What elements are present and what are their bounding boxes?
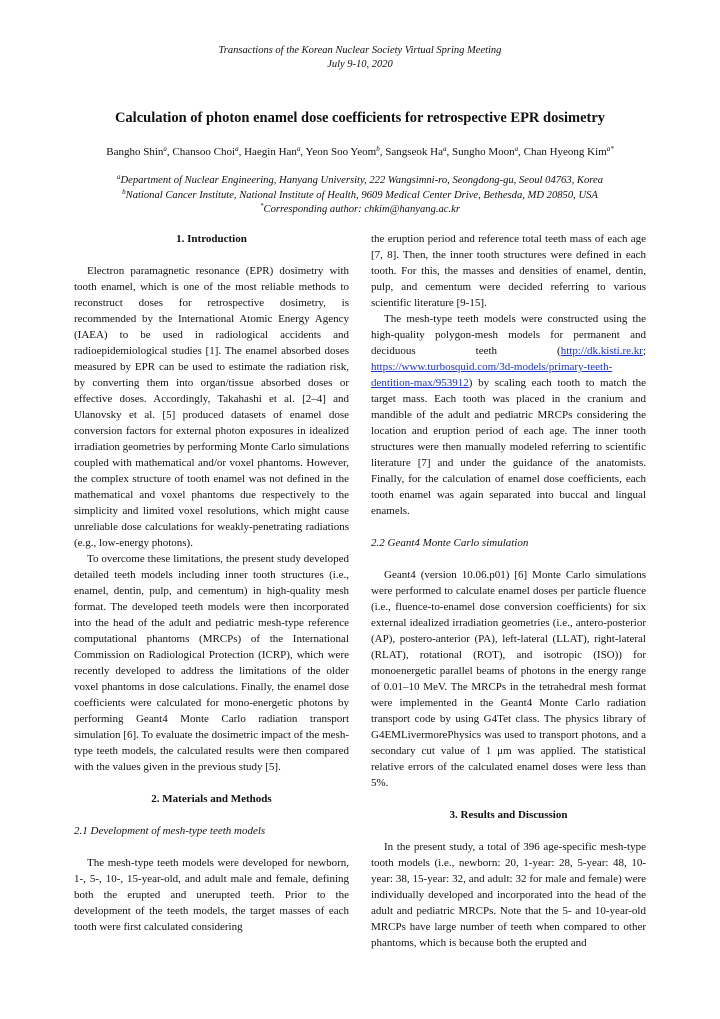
subsection-heading-2-1: 2.1 Development of mesh-type teeth models [74,825,266,837]
author: Haegin Han$^a$ [244,145,301,158]
section-heading-introduction: 1. Introduction [176,233,247,245]
author: Chan Hyeong Kim$^{a*}$ [523,145,614,158]
right-column [371,231,646,951]
header-conference: Transactions of the Korean Nuclear Society Virtual Spring Meeting [218,45,502,56]
author: Yeon Soo Yeom$^b$ [305,145,380,158]
affiliation-b: $^b$National Cancer Institute, National Institute of Health, 9609 Medical Center Drive, Bethesda, MD 20850, USA [122,187,598,201]
section-heading-methods: 2. Materials and Methods [151,793,272,805]
author: Bangho Shin$^a$ [106,145,167,158]
affiliation-a: $^a$Department of Nuclear Engineering, Hanyang University, 222 Wangsimni-ro, Seongdong-gu, Seoul 04763, Korea [116,173,604,186]
intro-paragraph-2: To overcome these limitations, the present study developed detailed teeth models including inner tooth structures (i.e., enamel, dentin, pulp, and cementum) in high-quality mesh format. The developed teeth models were then incorporated into the head of the adult and pediatric mesh-type reference computational phantoms (MRCPs) of the International Commission on Radiological Protection (ICRP), which were recently developed to address the limitations of the older voxel phantoms in dose calculations. Finally, the enamel dose coefficients were calculated for mono-energetic photons by performing Geant4 Monte Carlo radiation transport simulation [6]. To evaluate the dosimetric impact of the mesh-type teeth models, the calculated results were then compared with the values given in the previous study [5]. [74,553,349,773]
simulation-paragraph: Geant4 (version 10.06.p01) [6] Monte Carlo simulations were performed to calculate enamel doses per particle fluence (i.e., fluence-to-enamel dose conversion coefficients) for six external idealized irradiation geometries (i.e., antero-posterior (AP), postero-anterior (PA), left-lateral (LLAT), right-lateral (RLAT), rotational (ROT), and isotropic (ISO)) for monoenergetic parallel beams of photons in the energy range of 0.01–10 MeV. The MRCPs in the tetrahedral mesh format were implemented in the Geant4 Monte Carlo radiation transport code by using G4Tet class. The physics library of G4EMLivermorePhysics was used to transport photons, and a secondary cut value of 1 μm was applied. The statistical relative errors of the calculated enamel doses were less than 5%. [371,569,646,789]
methods-paragraph-1: The mesh-type teeth models were developed for newborn, 1-, 5-, 10-, 15-year-old, and adult male and female, defining both the erupted and unerupted teeth. Prior to the development of the teeth models, the target masses of each tooth were first calculated considering [74,857,349,933]
methods-paragraph-1-continued: the eruption period and reference total teeth mass of each age [7, 8]. Then, the inner tooth structures were defined in each tooth. For this, the masses and densities of enamel, dentin, pulp, and cementum were decided referring to various scientific literature [9-15]. [371,233,646,309]
header-date: July 9-10, 2020 [327,59,393,70]
author: Sangseok Ha$^a$ [385,145,447,158]
section-heading-results: 3. Results and Discussion [449,809,568,821]
methods-paragraph-2: The mesh-type teeth models were constructed using the high-quality polygon-mesh models for permanent and deciduous teeth (http://dk.kisti.re.kr; https://www.turbosquid.com/3d-models/primary-teeth-dentition-max/953912) by scaling each tooth to match the target mass. Each tooth was placed in the cranium and mandible of the adult and pediatric MRCPs considering the location and eruption period of each age. The inner tooth structures were then manually modeled referring to scientific literature [7] and under the guidance of the anatomists. Finally, for the calculation of enamel dose coefficients, each tooth enamel was again separated into buccal and lingual enamels. [371,313,646,517]
author: Chansoo Choi$^a$ [172,145,239,158]
intro-paragraph-1: Electron paramagnetic resonance (EPR) dosimetry with tooth enamel, which is one of the most reliable methods to reconstruct doses for retrospective dosimetry, is recommended by the International Atomic Energy Agency (IAEA) to be used in radiological accidents and radioepidemiological studies [1]. The enamel absorbed doses measured by EPR can be used to estimate the radiation risk, by converting them into organ/tissue absorbed doses or effective doses. Accordingly, Takahashi et al. [2–4] and Ulanovsky et al. [5] produced datasets of enamel dose conversion factors for external photon exposures in idealized irradiation geometries by performing Monte Carlo simulations coupled with mathematical and/or voxel phantoms. However, the complex structure of tooth enamel was not defined in the mathematical and voxel phantoms due respectively to the simplicity and limited voxel resolutions, which might cause unreliable dose calculations for weakly-penetrating radiations (e.g., low-energy photons). [74,265,349,549]
kisti-link[interactable]: http://dk.kisti.re.kr [560,345,643,357]
corresponding-author: *Corresponding author: chkim@hanyang.ac.kr [260,202,460,215]
subsection-heading-2-2: 2.2 Geant4 Monte Carlo simulation [371,537,529,549]
affiliations [30,174,690,218]
results-paragraph-1: In the present study, a total of 396 age-specific mesh-type tooth models (i.e., newborn: 20, 1-year: 28, 5-year: 48, 10-year: 38, 15-year: 32, and adult: 32 for male and female) were individually developed and incorporated into the head of the adult and pediatric MRCPs. Note that the 5- and 10-year-old MRCPs have large number of teeth when compared to other phantoms, which is because both the erupted and [371,841,646,949]
turbosquid-link[interactable]: https://www.turbosquid.com/3d-models/primary-teeth-dentition-max/953912 [371,361,613,389]
paper-title: Calculation of photon enamel dose coefficients for retrospective EPR dosimetry [114,110,606,126]
left-column [74,231,349,935]
running-header [0,44,720,72]
author-list: Bangho Shin$^a$, Chansoo Choi$^a$, Haegin Han$^a$, Yeon Soo Yeom$^b$, Sangseok Ha$^a$, Sungho Moon$^a$, Chan Hyeong Kim$^{a*}$ [106,145,614,158]
author: Sungho Moon$^a$ [451,145,519,158]
